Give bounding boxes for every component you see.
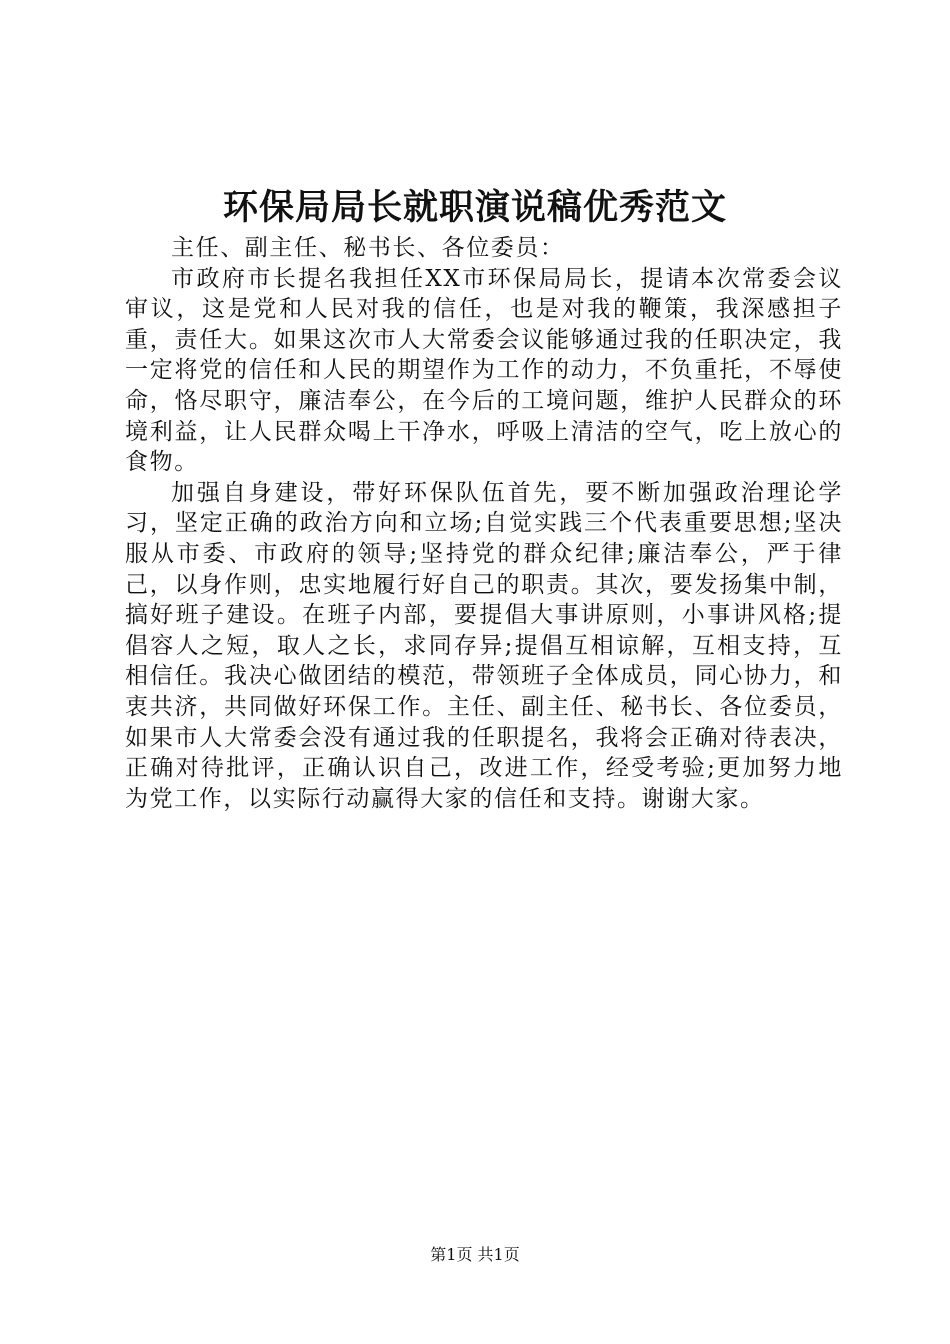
document-title: 环保局局长就职演说稿优秀范文 bbox=[222, 187, 727, 228]
body-paragraph-2: 加强自身建设，带好环保队伍首先，要不断加强政治理论学习，坚定正确的政治方向和立场;自觉实践三个代表重要思想;坚决服从市委、市政府的领导;坚持党的群众纪律;廉洁奉公，严于律己，以身作则，忠实地履行好自己的职责。其次，要发扬集中制，搞好班子建设。在班子内部，要提倡大事讲原则，小事讲风格;提倡容人之短，取人之长，求同存异;提倡互相谅解，互相支持，互相信任。我决心做团结的模范，带领班子全体成员，同心协力，和衷共济，共同做好环保工作。主任、副主任、秘书长、各位委员，如果市人大常委会没有通过我的任职提名，我将会正确对待表决，正确对待批评，正确认识自己，改进工作，经受考验;更加努力地为党工作，以实际行动赢得大家的信任和支持。谢谢大家。 bbox=[125, 479, 843, 812]
salutation: 主任、副主任、秘书长、各位委员： bbox=[171, 235, 565, 261]
body-paragraph-1: 市政府市长提名我担任XX市环保局局长，提请本次常委会议审议，这是党和人民对我的信任，也是对我的鞭策，我深感担子重，责任大。如果这次市人大常委会议能够通过我的任职决定，我一定将党的信任和人民的期望作为工作的动力，不负重托，不辱使命，恪尽职守，廉洁奉公，在今后的工境问题，维护人民群众的环境利益，让人民群众喝上干净水，呼吸上清洁的空气，吃上放心的食物。 bbox=[125, 265, 843, 476]
document-body bbox=[125, 233, 843, 814]
page-number-footer: 第1页 共1页 bbox=[430, 1245, 520, 1264]
